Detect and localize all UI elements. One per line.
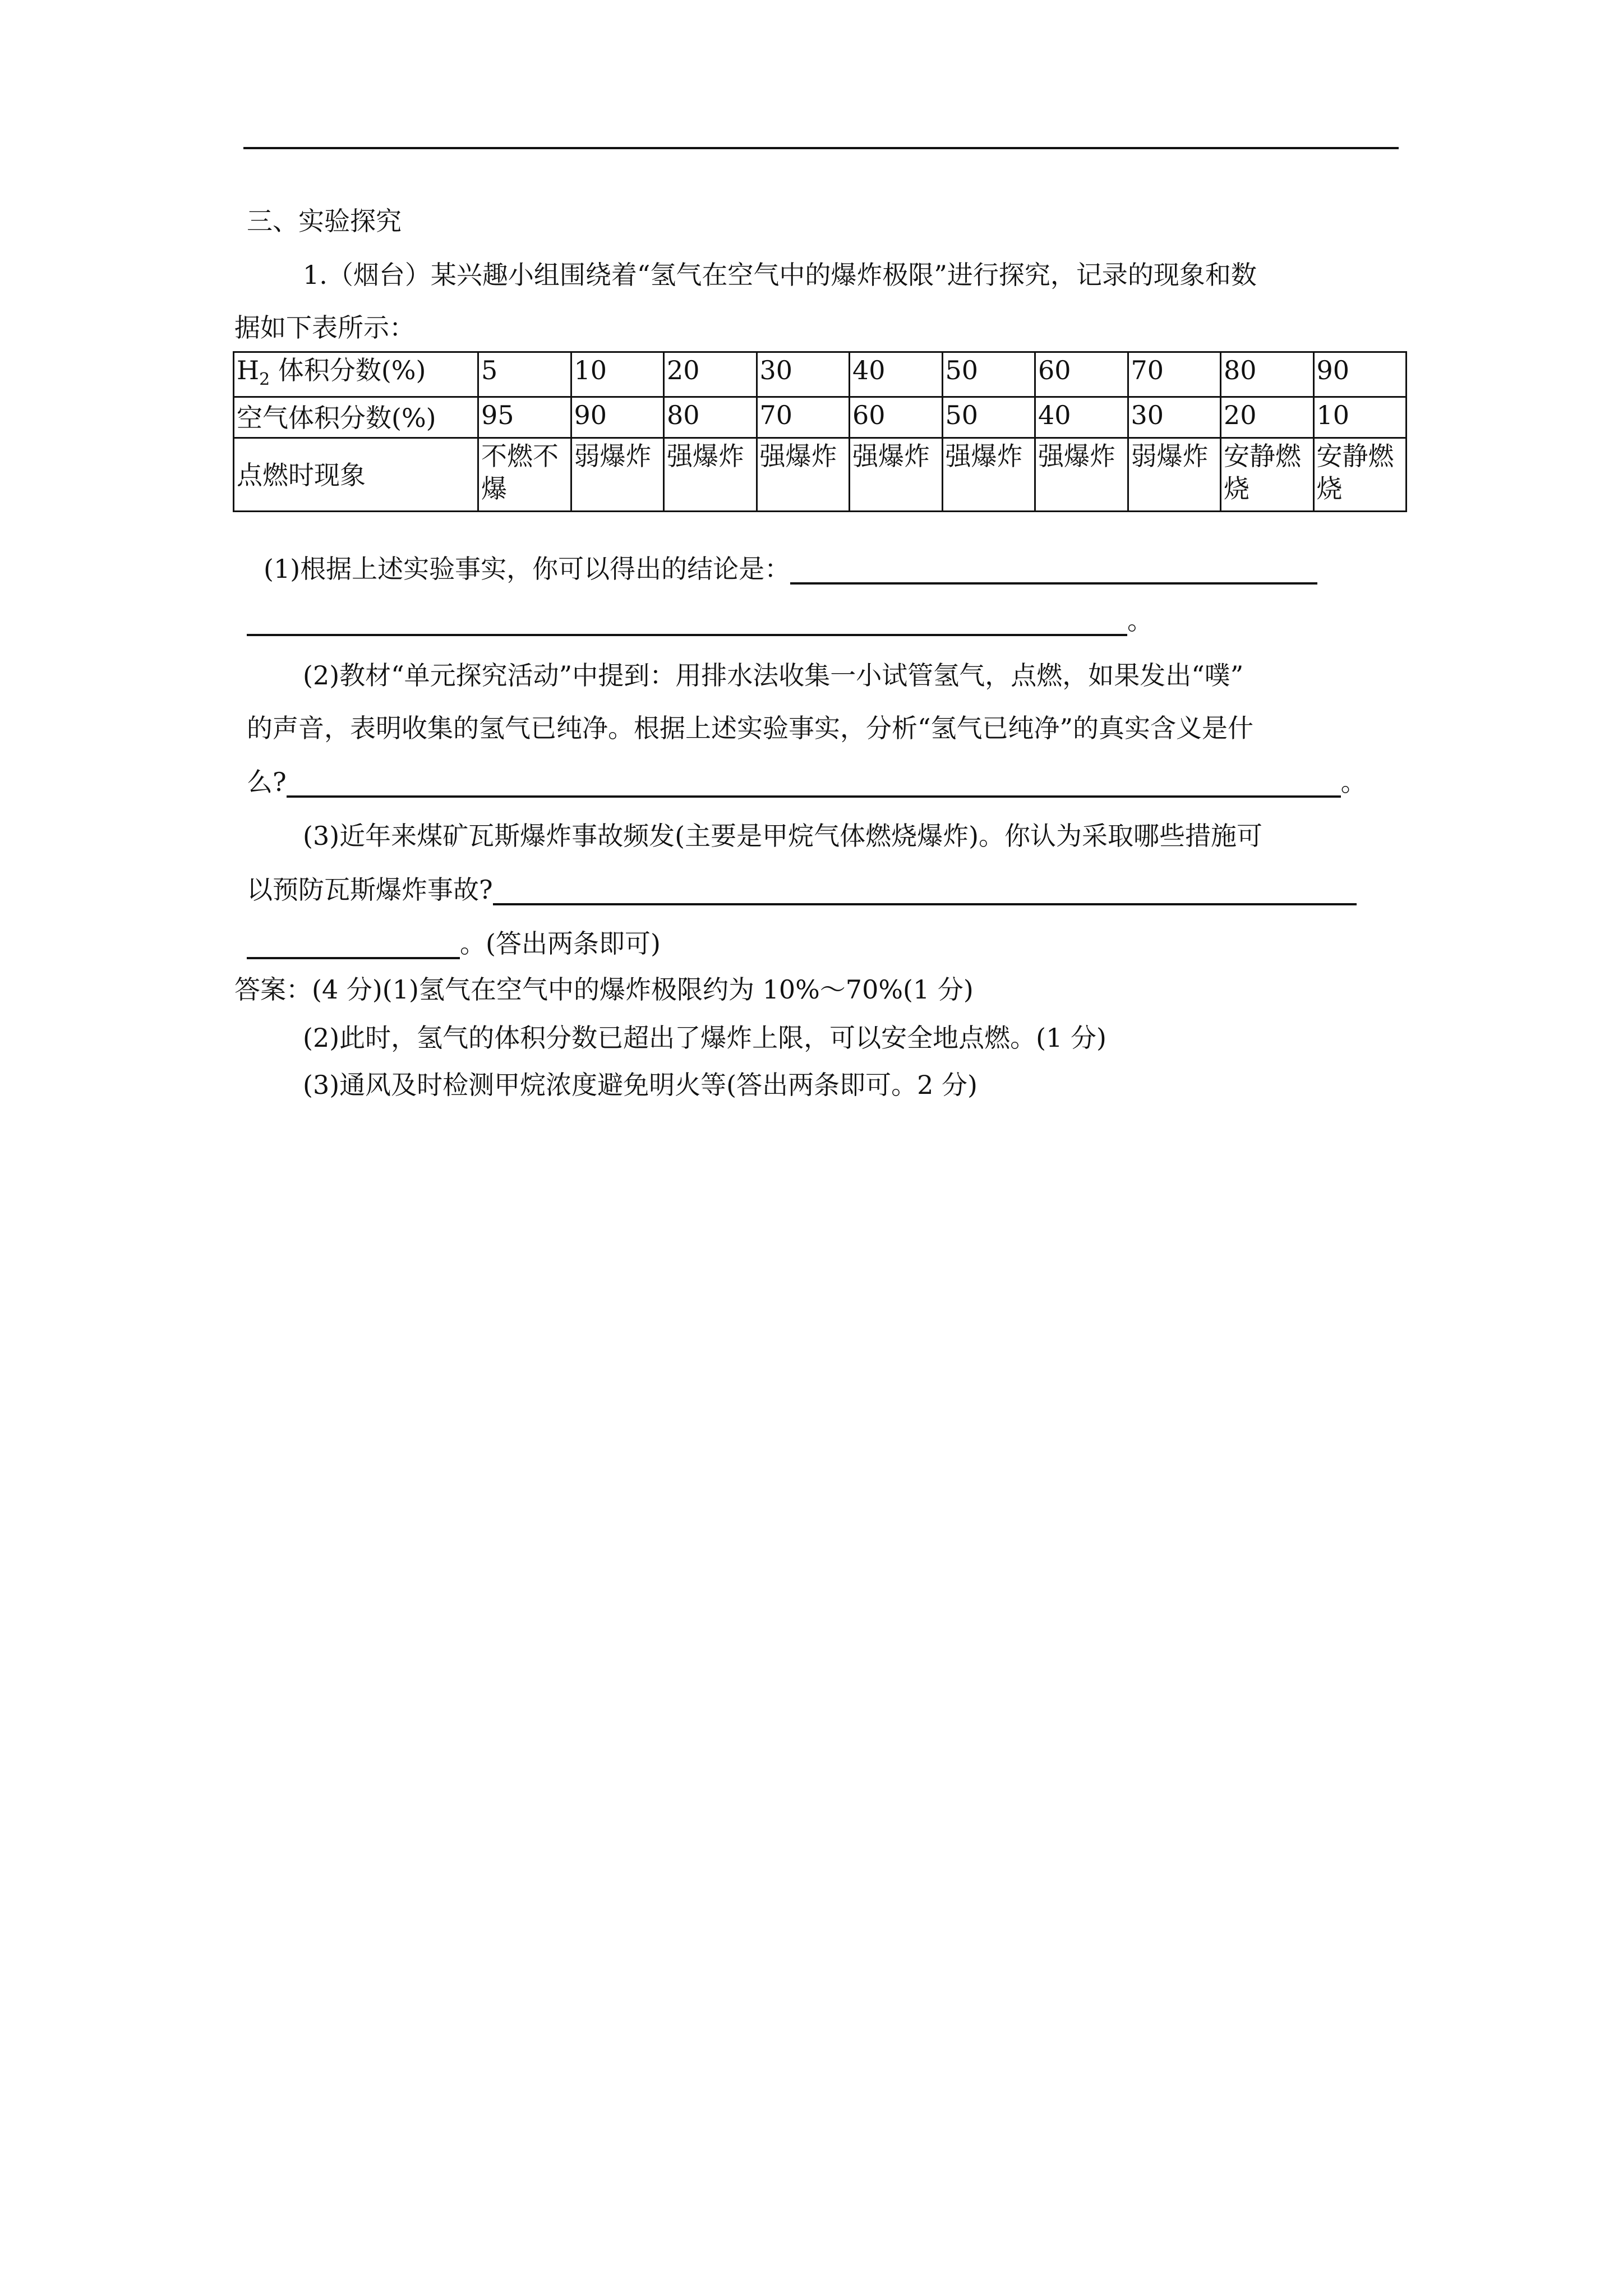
table-cell: 80 [1221, 352, 1314, 397]
header-rule [243, 147, 1399, 149]
table-cell: 安静燃烧 [1313, 438, 1407, 512]
table-cell: 强爆炸 [942, 438, 1035, 512]
table-cell: 80 [664, 397, 757, 438]
q2-answer-blank[interactable] [287, 769, 1341, 798]
table-cell: 20 [664, 352, 757, 397]
q1-end: 。 [1127, 605, 1153, 636]
q3-end: 。(答出两条即可) [460, 928, 661, 959]
table-cell: 弱爆炸 [1128, 438, 1221, 512]
table-cell: 90 [1313, 352, 1407, 397]
table-cell: 10 [571, 352, 664, 397]
table-cell: 10 [1313, 397, 1407, 438]
table-row-air [234, 397, 1407, 438]
table-cell: 强爆炸 [1035, 438, 1128, 512]
table-cell: 30 [1128, 397, 1221, 438]
table-cell: 50 [942, 397, 1035, 438]
q1-line2 [247, 605, 1153, 636]
table-cell: 弱爆炸 [571, 438, 664, 512]
q1-line [264, 553, 1317, 585]
answer-line3: (3)通风及时检测甲烷浓度避免明火等(答出两条即可。2 分) [303, 1070, 978, 1100]
table-cell: 强爆炸 [850, 438, 943, 512]
table-row-phenomenon [234, 438, 1407, 512]
q3-line2 [247, 874, 1357, 905]
table-cell: 60 [1035, 352, 1128, 397]
table-cell: 30 [757, 352, 850, 397]
table-cell: 40 [1035, 397, 1128, 438]
table-cell: 20 [1221, 397, 1314, 438]
table-cell: 强爆炸 [664, 438, 757, 512]
q2-line3 [247, 766, 1367, 798]
table-cell: 50 [942, 352, 1035, 397]
table-cell: 40 [850, 352, 943, 397]
q3-answer-blank[interactable] [493, 876, 1357, 905]
table-cell: 5 [478, 352, 571, 397]
table-row-h2 [234, 352, 1407, 397]
table-cell: 强爆炸 [757, 438, 850, 512]
question-intro-line1: 1.（烟台）某兴趣小组围绕着“氢气在空气中的爆炸极限”进行探究，记录的现象和数 [303, 260, 1257, 290]
q3-text-end: 以预防瓦斯爆炸事故? [247, 875, 493, 905]
answer-line2: (2)此时，氢气的体积分数已超出了爆炸上限，可以安全地点燃。(1 分) [303, 1023, 1106, 1053]
table-cell: 70 [1128, 352, 1221, 397]
table-cell: 70 [757, 397, 850, 438]
answer-line1: 答案：(4 分)(1)氢气在空气中的爆炸极限约为 10%～70%(1 分) [234, 974, 974, 1005]
table-cell: 95 [478, 397, 571, 438]
row-header-h2: $H_2$ 体积分数(%) [234, 352, 478, 397]
table-cell: 不燃不爆 [478, 438, 571, 512]
q1-text: (1)根据上述实验事实，你可以得出的结论是： [264, 554, 791, 584]
table-cell: 60 [850, 397, 943, 438]
question-intro-line2: 据如下表所示： [234, 312, 415, 343]
table-cell: 90 [571, 397, 664, 438]
explosion-limit-table [233, 351, 1407, 512]
row-header-air: 空气体积分数(%) [234, 397, 478, 438]
q1-answer-blank[interactable] [790, 555, 1317, 585]
section-title: 三、实验探究 [247, 206, 402, 236]
q2-text-end: 么? [247, 767, 287, 797]
q3-line3 [247, 928, 661, 959]
table-cell: 安静燃烧 [1221, 438, 1314, 512]
q3-answer-blank-continued[interactable] [247, 930, 460, 959]
q2-line1: (2)教材“单元探究活动”中提到：用排水法收集一小试管氢气，点燃，如果发出“噗” [303, 660, 1244, 691]
row-header-phenomenon: 点燃时现象 [234, 438, 478, 512]
q3-line1: (3)近年来煤矿瓦斯爆炸事故频发(主要是甲烷气体燃烧爆炸)。你认为采取哪些措施可 [303, 821, 1263, 851]
q1-answer-blank-continued[interactable] [247, 607, 1127, 636]
q2-line2: 的声音，表明收集的氢气已纯净。根据上述实验事实，分析“氢气已纯净”的真实含义是什 [247, 713, 1254, 743]
q2-end: 。 [1340, 767, 1367, 797]
